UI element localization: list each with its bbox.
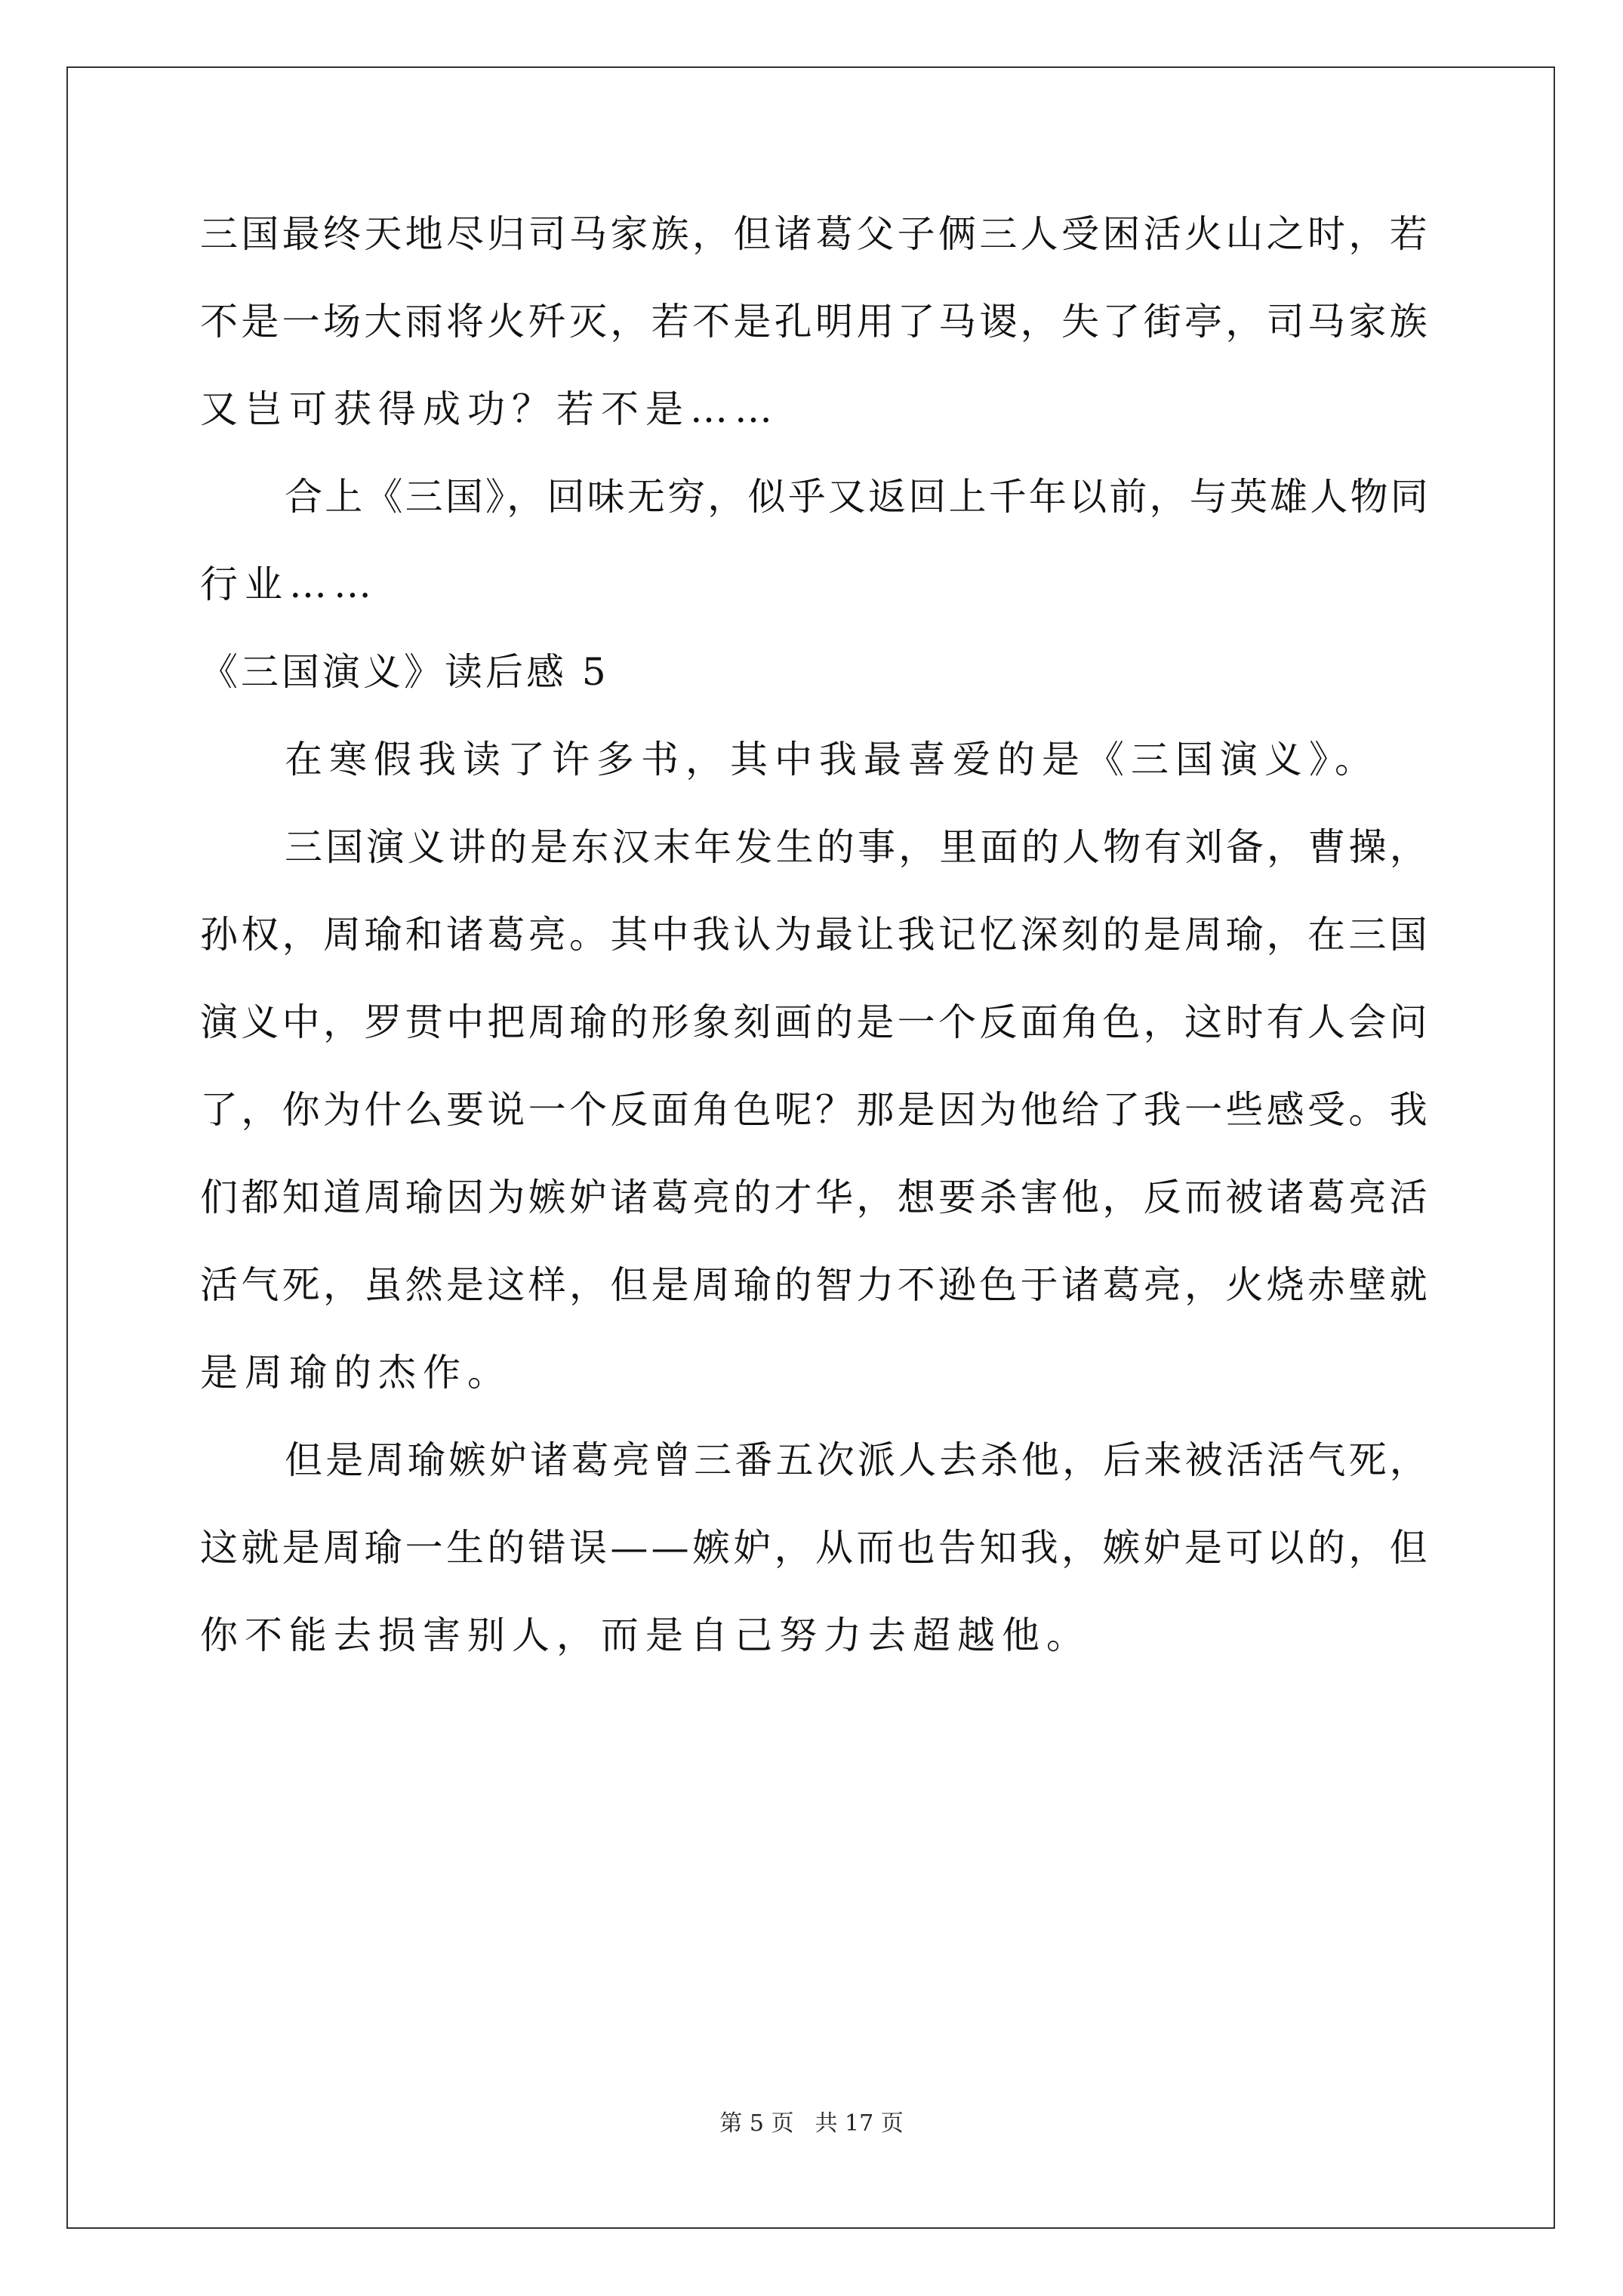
text-line: 这就是周瑜一生的错误——嫉妒，从而也告知我，嫉妒是可以的，但	[200, 1526, 1431, 1570]
text-line: 你不能去损害别人，而是自己努力去超越他。	[200, 1613, 1091, 1657]
text-line: 演义中，罗贯中把周瑜的形象刻画的是一个反面角色，这时有人会问	[200, 1000, 1431, 1044]
page-number: 第 5 页	[719, 2110, 794, 2137]
paragraph-start-line: 但是周瑜嫉妒诸葛亮曾三番五次派人去杀他，后来被活活气死，	[285, 1438, 1431, 1482]
text-line: 们都知道周瑜因为嫉妒诸葛亮的才华，想要杀害他，反而被诸葛亮活	[200, 1176, 1431, 1219]
section-heading: 《三国演义》读后感 5	[200, 650, 609, 694]
paragraph-start-line: 在寒假我读了许多书，其中我最喜爱的是《三国演义》。	[285, 738, 1379, 781]
paragraph-start-line: 三国演义讲的是东汉末年发生的事，里面的人物有刘备，曹操，	[285, 825, 1431, 869]
text-line: 孙权，周瑜和诸葛亮。其中我认为最让我记忆深刻的是周瑜，在三国	[200, 913, 1431, 957]
text-line: 了，你为什么要说一个反面角色呢？那是因为他给了我一些感受。我	[200, 1088, 1431, 1132]
text-line: 不是一场大雨将火歼灭，若不是孔明用了马谡，失了街亭，司马家族	[200, 300, 1431, 344]
text-line: 行业……	[200, 562, 378, 606]
page-footer	[0, 2110, 1623, 2137]
text-line: 活气死，虽然是这样，但是周瑜的智力不逊色于诸葛亮，火烧赤壁就	[200, 1263, 1431, 1307]
text-line: 三国最终天地尽归司马家族，但诸葛父子俩三人受困活火山之时，若	[200, 212, 1431, 256]
text-line: 又岂可获得成功？若不是……	[200, 387, 779, 431]
page-total: 共 17 页	[815, 2110, 904, 2137]
paragraph-start-line: 合上《三国》，回味无穷，似乎又返回上千年以前，与英雄人物同	[285, 475, 1431, 519]
text-line: 是周瑜的杰作。	[200, 1351, 512, 1395]
